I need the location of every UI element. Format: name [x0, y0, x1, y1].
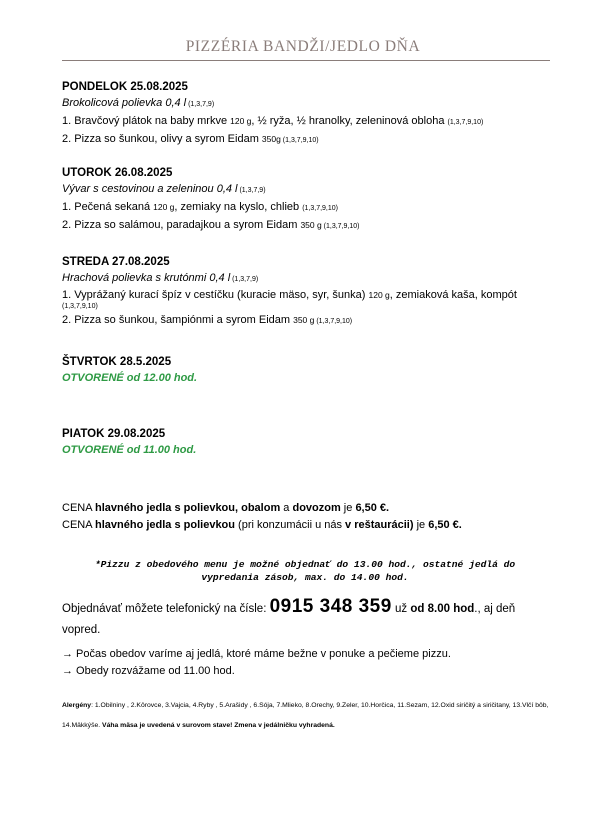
price-text: je — [340, 502, 356, 514]
order-text: ., aj deň vopred. — [62, 603, 516, 636]
day-thursday — [62, 355, 552, 387]
soup-name: Hrachová polievka s krutónmi — [62, 272, 207, 284]
price-text: dovozom — [292, 502, 341, 514]
opening-hours: OTVORENÉ od 11.00 hod. — [62, 444, 197, 456]
day-heading: UTOROK 26.08.2025 — [62, 167, 173, 179]
item-text: 2. Pizza so salámou, paradajkou a syrom Eidam — [62, 219, 301, 231]
day-friday — [62, 427, 552, 459]
soup-line — [62, 270, 552, 288]
allergen-legend — [62, 696, 552, 736]
allergen-codes: (1,3,7,9,10) — [321, 223, 360, 230]
page-title: PIZZÉRIA BANDŽI/JEDLO DŇA — [185, 38, 421, 55]
day-heading: PONDELOK 25.08.2025 — [62, 81, 188, 93]
list-item: → Obedy rozvážame od 11.00 hod. — [62, 665, 235, 677]
item-text: , zemiaky na kyslo, chlieb — [174, 201, 303, 213]
order-text: už — [391, 603, 411, 615]
menu-item-2 — [62, 312, 552, 330]
allergen-codes: (1,3,7,9,10) — [314, 318, 353, 325]
allergen-label: Alergény — [62, 702, 92, 709]
item-text: 1. Vyprážaný kurací špíz v cestíčku (kuracie mäso, syr, šunka) — [62, 289, 369, 301]
soup-line — [62, 95, 552, 113]
item-weight: 120 g — [230, 116, 252, 126]
item-text: , ½ ryža, ½ hranolky, zeleninová obloha — [251, 115, 448, 127]
item-text: , zemiaková kaša, kompót — [389, 289, 517, 301]
day-wednesday — [62, 255, 552, 330]
price-text: CENA — [62, 502, 96, 514]
soup-quantity: 0,4 l — [206, 272, 231, 284]
menu-item-1 — [62, 199, 552, 217]
allergen-codes: (1,3,7,9) — [230, 276, 259, 283]
opening-hours: OTVORENÉ od 12.00 hod. — [62, 372, 198, 384]
item-weight: 350 g — [293, 315, 315, 325]
order-time: od 8.00 hod — [410, 603, 475, 615]
item-text: 2. Pizza so šunkou, olivy a syrom Eidam — [62, 133, 262, 145]
title-divider — [62, 60, 550, 61]
soup-quantity: 0,4 l — [213, 183, 238, 195]
price-text: CENA — [62, 519, 96, 531]
allergen-codes: (1,3,7,9,10) — [62, 303, 98, 310]
item-weight: 350g — [261, 134, 281, 144]
price-amount: 6,50 €. — [428, 519, 462, 531]
menu-item-2 — [62, 217, 552, 235]
item-text: 1. Pečená sekaná — [62, 201, 154, 213]
soup-line — [62, 181, 552, 199]
day-monday — [62, 80, 552, 149]
price-text: (pri konzumácii u nás — [235, 519, 346, 531]
menu-item-1 — [62, 113, 552, 131]
item-weight: 350 g — [300, 220, 322, 230]
day-tuesday — [62, 166, 552, 235]
item-weight: 120 g — [153, 202, 175, 212]
price-text: hlavného jedla s polievkou — [95, 519, 235, 531]
price-text: hlavného jedla s polievkou, obalom — [95, 502, 281, 514]
price-text: je — [413, 519, 429, 531]
menu-item-1 — [62, 288, 552, 312]
menu-item-2 — [62, 131, 552, 149]
allergen-codes: (1,3,7,9,10) — [280, 137, 319, 144]
pizza-order-note: *Pizzu z obedového menu je možné objednať do 13.00 hod., ostatné jedlá do vypredania zásob, max. do 14.00 hod. — [94, 559, 516, 583]
day-heading: PIATOK 29.08.2025 — [62, 428, 166, 440]
allergen-codes: (1,3,7,9) — [237, 187, 266, 194]
allergen-codes: (1,3,7,9) — [186, 101, 215, 108]
price-text: a — [280, 502, 293, 514]
price-info — [62, 500, 552, 534]
list-item: → Počas obedov varíme aj jedlá, ktoré máme bežne v ponuke a pečieme pizzu. — [62, 648, 451, 660]
order-text: Objednávať môžete telefonický na čísle: — [62, 603, 270, 615]
allergen-codes: (1,3,7,9,10) — [447, 119, 484, 126]
price-text: v reštaurácii) — [345, 519, 414, 531]
info-list — [62, 646, 552, 680]
soup-name: Vývar s cestovinou a zeleninou — [62, 183, 214, 195]
allergen-list: : 1.Obilniny , 2.Kôrovce, 3.Vajcia, 4.Ryby , 5.Arašidy , 6.Sója, 7.Mlieko, 8.Orechy, 9.Zeler, 10.Horčica, 11.Sezam, 12.Oxid siričitý a siričitany, 13.Vlčí bôb, 14.Mäkkýše. — [62, 702, 549, 729]
day-heading: ŠTVRTOK 28.5.2025 — [62, 356, 172, 368]
allergen-codes: (1,3,7,9,10) — [302, 205, 338, 212]
allergen-warning: Váha mäsa je uvedená v surovom stave! Zmena v jedálničku vyhradená. — [102, 722, 335, 729]
phone-number[interactable]: 0915 348 359 — [269, 596, 392, 617]
item-weight: 120 g — [368, 290, 390, 300]
price-line-delivery — [62, 500, 552, 517]
price-line-restaurant — [62, 517, 552, 534]
order-info — [62, 596, 552, 641]
item-text: 1. Bravčový plátok na baby mrkve — [62, 115, 231, 127]
price-amount: 6,50 €. — [355, 502, 390, 514]
soup-quantity: 0,4 l — [162, 97, 187, 109]
item-text: 2. Pizza so šunkou, šampiónmi a syrom Eidam — [62, 314, 294, 326]
day-heading: STREDA 27.08.2025 — [62, 256, 170, 268]
soup-name: Brokolicová polievka — [62, 97, 163, 109]
